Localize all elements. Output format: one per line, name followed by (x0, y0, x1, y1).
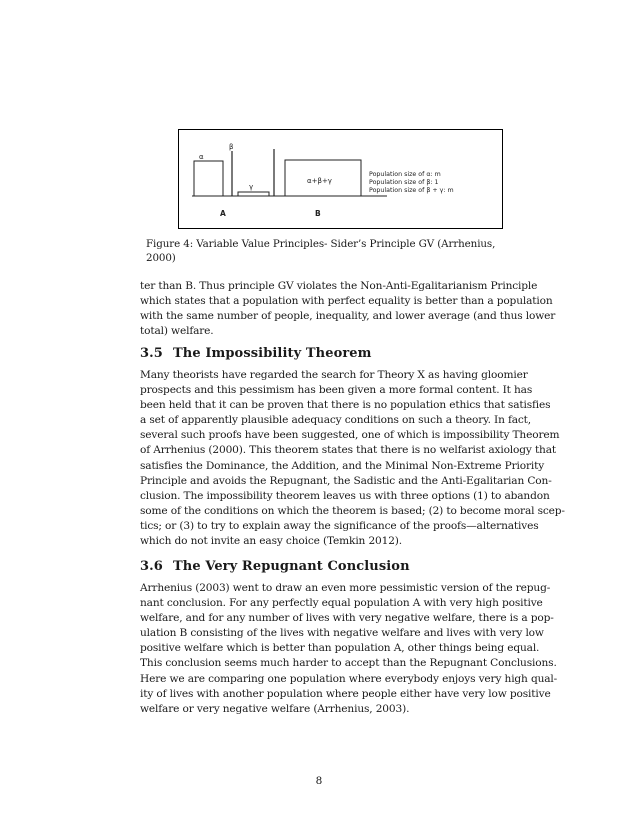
section-title: The Impossibility Theorem (173, 346, 372, 361)
section-3-6-paragraph (140, 581, 558, 717)
legend-line-2: Population size of β: 1 (369, 179, 439, 186)
alpha-label: α (199, 153, 204, 161)
page-number: 8 (315, 775, 323, 787)
text-line: which states that a population with perfect equality is better than a population (140, 295, 553, 308)
section-title: The Very Repugnant Conclusion (173, 559, 410, 574)
label-a: A (220, 209, 226, 218)
text-line: Principle and avoids the Repugnant, the Sadistic and the Anti-Egalitarian Con- (140, 474, 552, 487)
text-line: which do not invite an easy choice (Temkin 2012). (140, 535, 403, 548)
beta-label: β (229, 143, 234, 151)
text-line: a set of apparently plausible adequacy conditions on such a theory. In fact, (140, 414, 532, 427)
text-line: been held that it can be proven that there is no population ethics that satisfies (140, 399, 551, 412)
text-line: satisfies the Dominance, the Addition, and the Minimal Non-Extreme Priority (140, 459, 545, 472)
text-line: positive welfare which is better than population A, other things being equal. (140, 642, 540, 655)
text-line: some of the conditions on which the theorem is based; (2) to become moral scep- (140, 504, 565, 517)
text-line: ter than B. Thus principle GV violates the Non-Anti-Egalitarianism Principle (140, 280, 538, 292)
figure-box (178, 129, 503, 229)
label-b: B (315, 209, 321, 218)
text-line: of Arrhenius (2000). This theorem states that there is no welfarist axiology that (140, 444, 556, 457)
text-line: tics; or (3) to try to explain away the significance of the proofs—alternatives (140, 519, 539, 532)
text-line: with the same number of people, inequality, and lower average (and thus lower (140, 310, 556, 323)
sum-label: α+β+γ (307, 177, 332, 185)
text-line: Here we are comparing one population where everybody enjoys very high qual- (140, 672, 558, 685)
gamma-block (238, 192, 269, 196)
alpha-block (194, 161, 223, 196)
text-line: This conclusion seems much harder to accept than the Repugnant Conclusions. (140, 657, 557, 670)
text-line: several such proofs have been suggested, one of which is impossibility Theorem (140, 429, 560, 442)
text-line: welfare, and for any number of lives with very negative welfare, there is a pop- (140, 612, 554, 625)
figure-diagram (179, 130, 504, 230)
continuation-paragraph (140, 279, 556, 339)
section-3-5-paragraph (140, 368, 565, 549)
text-line: welfare or very negative welfare (Arrhenius, 2003). (140, 702, 410, 715)
section-number: 3.5 (140, 346, 163, 361)
section-number: 3.6 (140, 559, 163, 574)
section-heading-3-6 (140, 559, 410, 574)
text-line: clusion. The impossibility theorem leaves us with three options (1) to abandon (140, 489, 550, 502)
text-line: ity of lives with another population where people either have very low positive (140, 687, 551, 700)
section-heading-3-5 (140, 346, 372, 361)
text-line: prospects and this pessimism has been given a more formal content. It has (140, 384, 533, 397)
legend-line-1: Population size of α: m (369, 171, 441, 178)
text-line: Many theorists have regarded the search for Theory X as having gloomier (140, 369, 528, 381)
text-line: Arrhenius (2003) went to draw an even more pessimistic version of the repug- (140, 582, 551, 594)
text-line: nant conclusion. For any perfectly equal population A with very high positive (140, 597, 543, 610)
legend-line-3: Population size of β + γ: m (369, 187, 454, 194)
text-line: total) welfare. (140, 325, 214, 338)
text-line: ulation B consisting of the lives with negative welfare and lives with very low (140, 627, 544, 640)
gamma-label: γ (249, 183, 254, 191)
figure-caption: Figure 4: Variable Value Principles- Sider’s Principle GV (Arrhenius, 2000) (146, 238, 496, 264)
